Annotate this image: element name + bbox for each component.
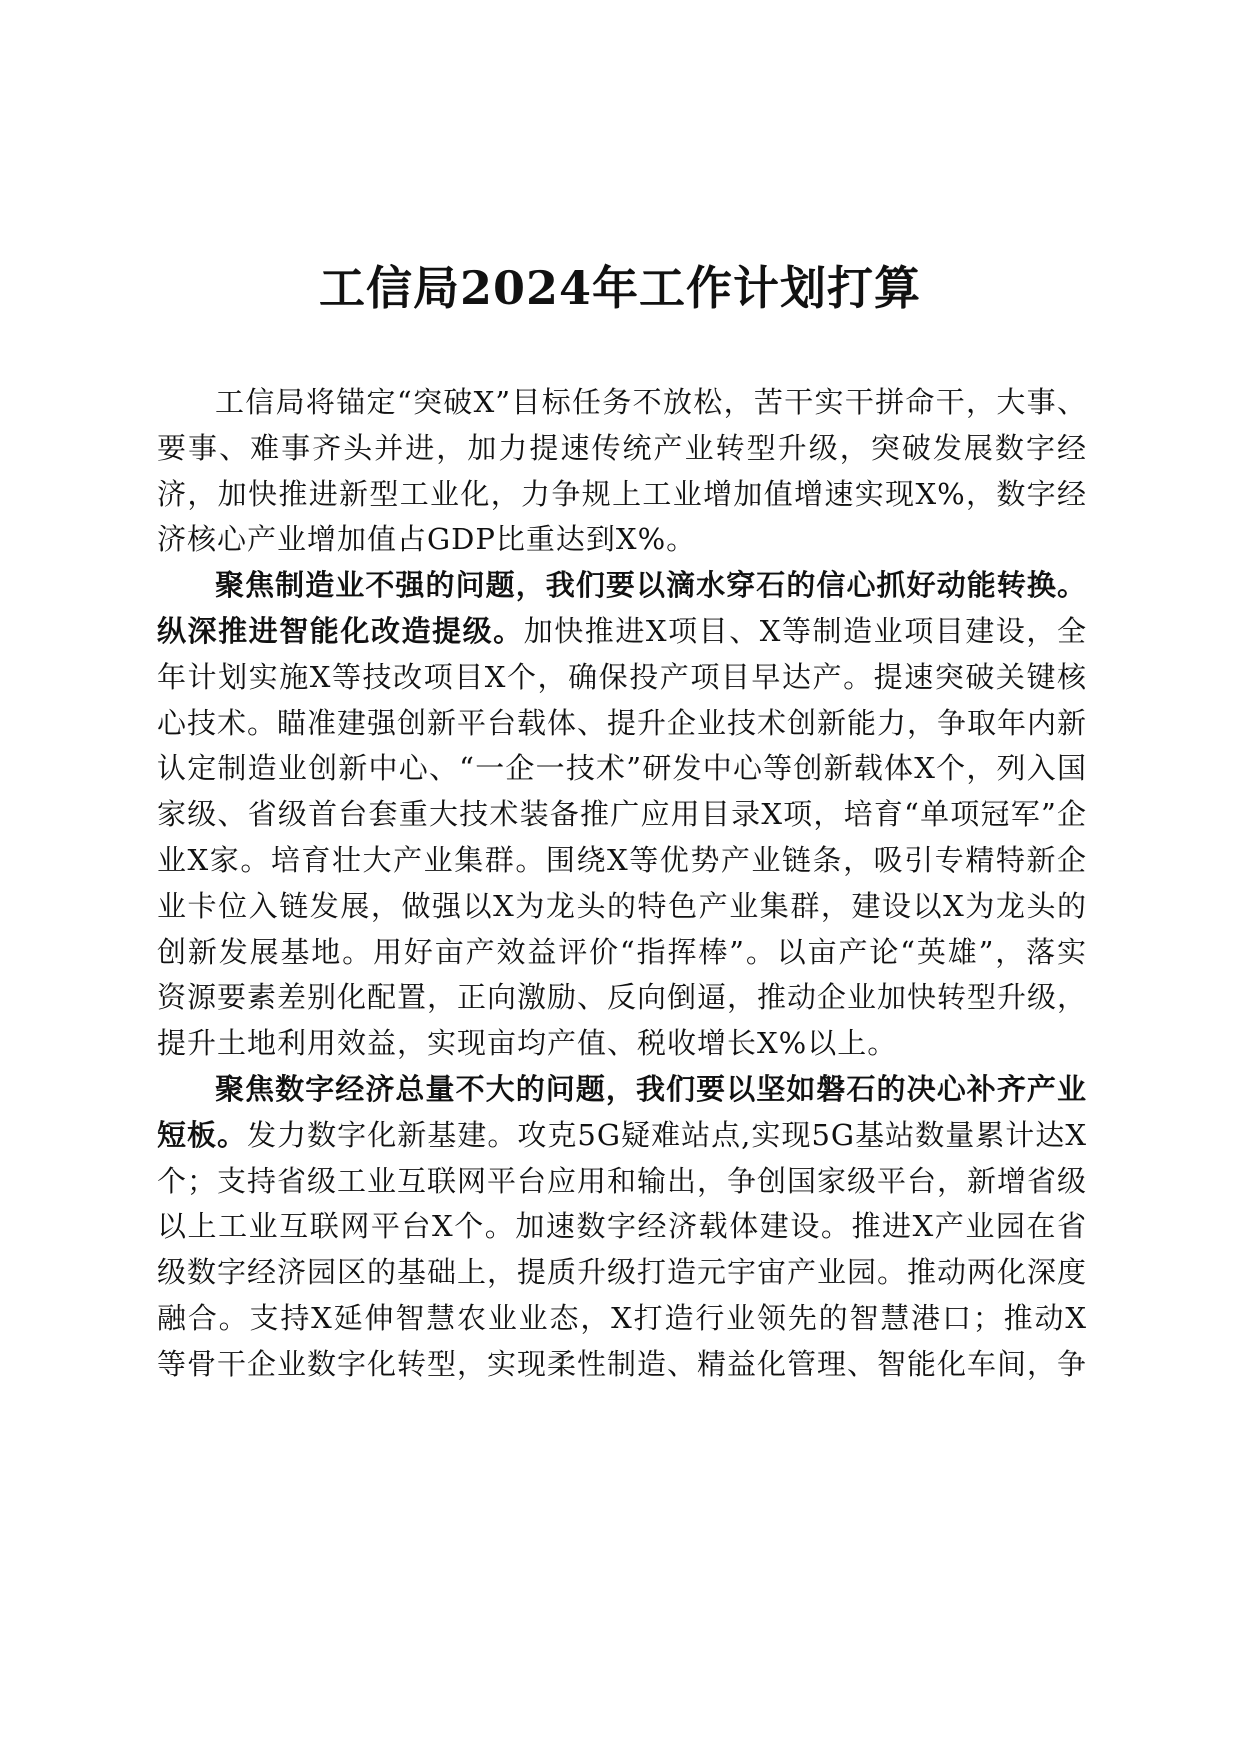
paragraph-digital-economy <box>157 1067 1087 1388</box>
paragraph-manufacturing-text: 加快推进X项目、X等制造业项目建设，全年计划实施X等技改项目X个，确保投产项目早达产。提速突破关键核心技术。瞄准建强创新平台载体、提升企业技术创新能力，争取年内新认定制造业创新中心、“一企一技术”研发中心等创新载体X个，列入国家级、省级首台套重大技术装备推广应用目录X项，培育“单项冠军”企业X家。培育壮大产业集群。围绕X等优势产业链条，吸引专精特新企业卡位入链发展，做强以X为龙头的特色产业集群，建设以X为龙头的创新发展基地。用好亩产效益评价“指挥棒”。以亩产论“英雄”，落实资源要素差别化配置，正向激励、反向倒逼，推动企业加快转型升级，提升土地利用效益，实现亩均产值、税收增长X%以上。 <box>157 613 1088 1061</box>
paragraph-intro <box>157 380 1087 563</box>
paragraph-manufacturing <box>157 563 1087 1067</box>
document-body <box>157 380 1087 1388</box>
paragraph-digital-economy-lead: 聚焦数字经济总量不大的问题，我们要以坚如磐石的决心补齐产业短板。 <box>157 1071 1087 1152</box>
paragraph-manufacturing-lead: 聚焦制造业不强的问题，我们要以滴水穿石的信心抓好动能转换。纵深推进智能化改造提级。 <box>157 568 1087 648</box>
paragraph-digital-economy-text: 发力数字化新基建。攻克5G疑难站点,实现5G基站数量累计达X个；支持省级工业互联网平台应用和输出，争创国家级平台，新增省级以上工业互联网平台X个。加速数字经济载体建设。推进X产业园在省级数字经济园区的基础上，提质升级打造元宇宙产业园。推动两化深度融合。支持X延伸智慧农业业态，X打造行业领先的智慧港口；推动X等骨干企业数字化转型，实现柔性制造、精益化管理、智能化车间，争 <box>157 1117 1088 1381</box>
document-title: 工信局2024年工作计划打算 <box>318 261 922 315</box>
paragraph-intro-text: 工信局将锚定“突破X”目标任务不放松，苦干实干拼命干，大事、要事、难事齐头并进，加力提速传统产业转型升级，突破发展数字经济，加快推进新型工业化，力争规上工业增加值增速实现X%，数字经济核心产业增加值占GDP比重达到X%。 <box>157 385 1087 557</box>
